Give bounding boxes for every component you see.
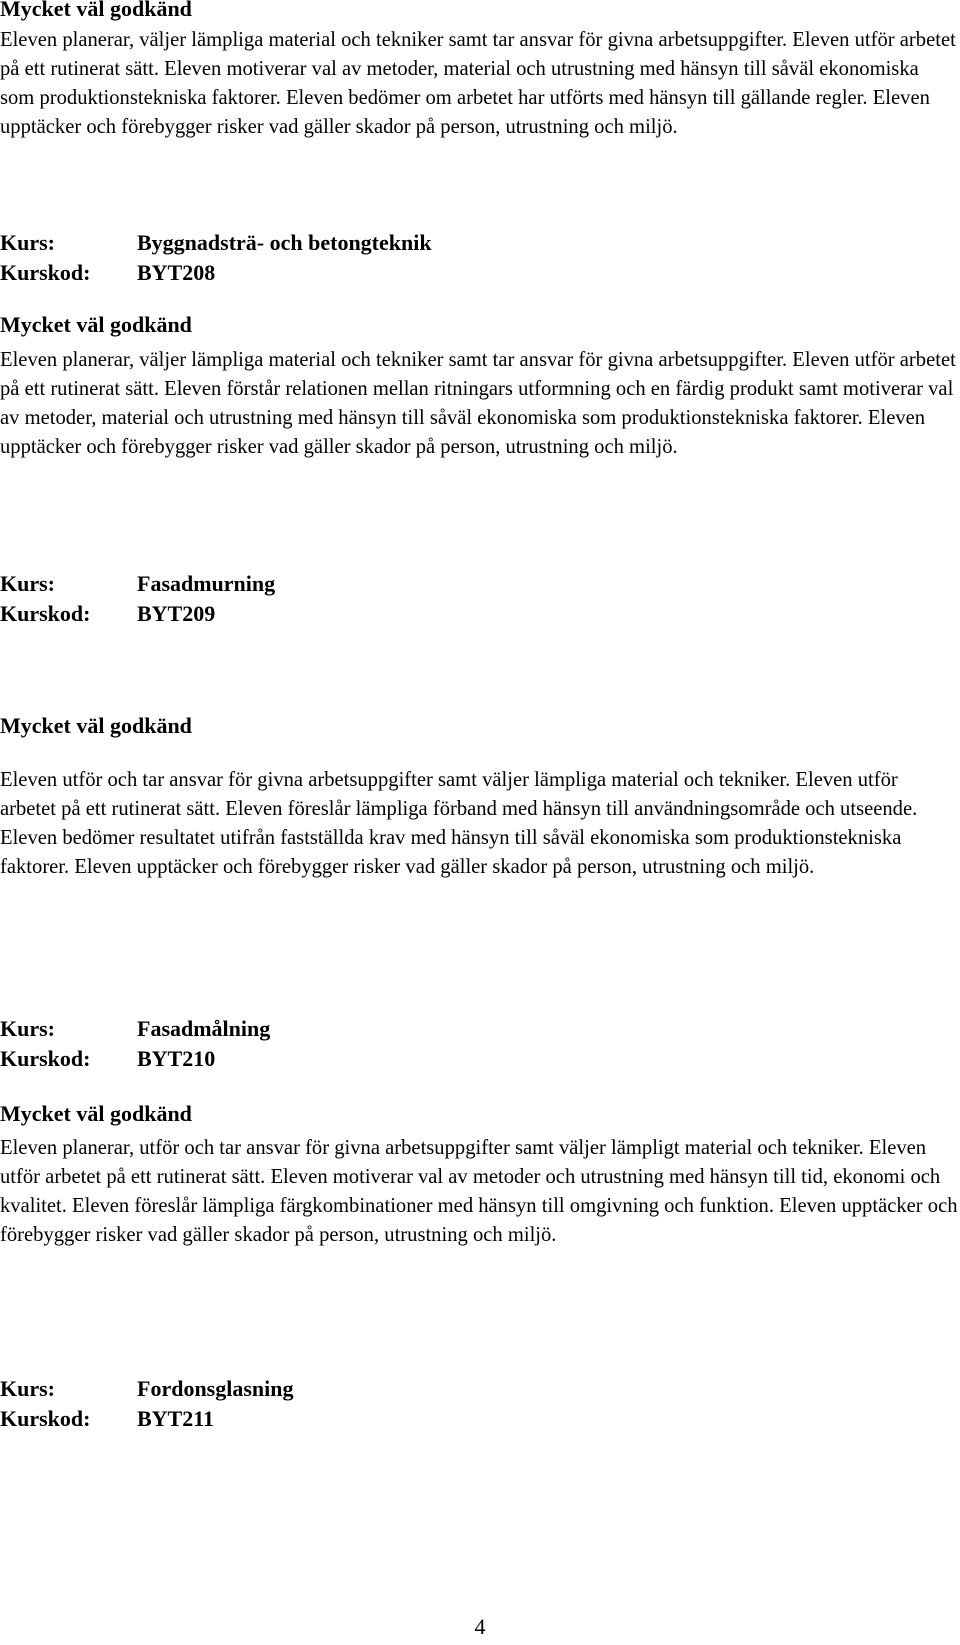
kurs-row [0,1014,958,1044]
intro-grade-heading: Mycket väl godkänd [0,0,192,21]
grade-heading: Mycket väl godkänd [0,713,192,738]
grade-heading: Mycket väl godkänd [0,1101,192,1126]
kurs-label: Kurs: [0,571,55,596]
course-description: Eleven planerar, väljer lämpliga material och tekniker samt tar ansvar för givna arbetsuppgifter. Eleven utför arbetet på ett rutinerat sätt. Eleven förstår relationen mellan ritningars utformning och en färdig produkt samt motiverar val av metoder, material och utrustning med hänsyn till såväl ekonomiska som produktionstekniska faktorer. Eleven upptäcker och förebygger risker vad gäller skador på person, utrustning och miljö. [0,349,956,458]
kurskod-value: BYT211 [137,1406,215,1431]
kurskod-value: BYT210 [137,1046,216,1071]
kurskod-label: Kurskod: [0,1046,91,1071]
course-description: Eleven planerar, utför och tar ansvar för givna arbetsuppgifter samt väljer lämpligt material och tekniker. Eleven utför arbetet på ett rutinerat sätt. Eleven motiverar val av metoder och utrustning med hänsyn till tid, ekonomi och kvalitet. Eleven föreslår lämpliga färgkombinationer med hänsyn till omgivning och funktion. Eleven upptäcker och förebygger risker vad gäller skador på person, utrustning och miljö. [0,1137,958,1246]
kurskod-value: BYT208 [137,260,216,285]
kurs-label: Kurs: [0,1376,55,1401]
intro-paragraph: Eleven planerar, väljer lämpliga material och tekniker samt tar ansvar för givna arbetsuppgifter. Eleven utför arbetet på ett rutinerat sätt. Eleven motiverar val av metoder, material och utrustning med hänsyn till såväl ekonomiska som produktionstekniska faktorer. Eleven bedömer om arbetet har utförts med hänsyn till gällande regler. Eleven upptäcker och förebygger risker vad gäller skador på person, utrustning och miljö. [0,29,956,138]
kurs-name: Fasadmurning [137,571,276,596]
course-byt208 [0,228,958,288]
course-byt210 [0,1014,958,1074]
kurskod-row [0,1404,958,1434]
kurskod-row [0,258,958,288]
kurskod-label: Kurskod: [0,1406,91,1431]
kurs-name: Fordonsglasning [137,1376,294,1401]
course-description: Eleven utför och tar ansvar för givna arbetsuppgifter samt väljer lämpliga material och tekniker. Eleven utför arbetet på ett rutinerat sätt. Eleven föreslår lämpliga förband med hänsyn till användningsområde och utseende. Eleven bedömer resultatet utifrån fastställda krav med hänsyn till såväl ekonomiska som produktionstekniska faktorer. Eleven upptäcker och förebygger risker vad gäller skador på person, utrustning och miljö. [0,769,918,878]
kurskod-row [0,1044,958,1074]
intro-section [0,0,958,142]
grade-heading: Mycket väl godkänd [0,312,192,337]
kurskod-row [0,599,958,629]
kurskod-value: BYT209 [137,601,216,626]
kurs-row [0,228,958,258]
kurs-row [0,569,958,599]
kurskod-label: Kurskod: [0,260,91,285]
kurskod-label: Kurskod: [0,601,91,626]
course-byt211 [0,1374,958,1434]
course-byt208-body [0,310,958,462]
course-byt209-body [0,711,958,882]
kurs-row [0,1374,958,1404]
course-byt209 [0,569,958,629]
kurs-label: Kurs: [0,1016,55,1041]
kurs-name: Fasadmålning [137,1016,271,1041]
course-byt210-body [0,1099,958,1250]
page-number: 4 [474,1614,486,1639]
kurs-label: Kurs: [0,230,55,255]
kurs-name: Byggnadsträ- och betongteknik [137,230,432,255]
